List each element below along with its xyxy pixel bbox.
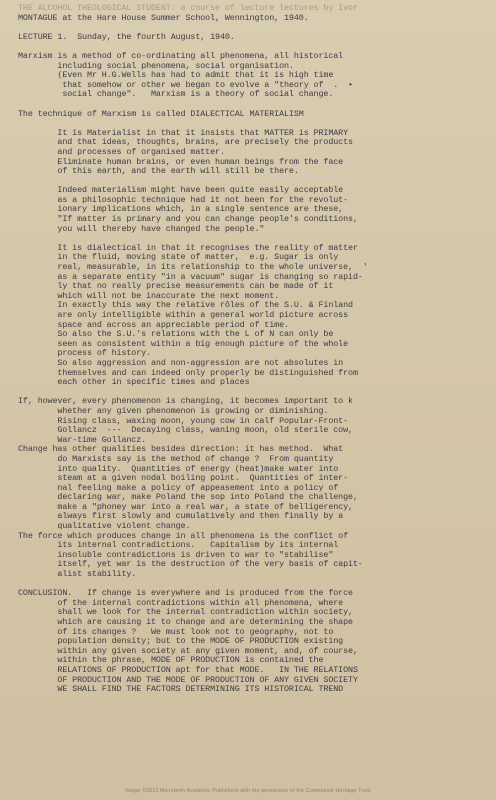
text-line: of this earth, and the earth will still be there. — [18, 167, 299, 177]
text-line: The technique of Marxism is called DIALECTICAL MATERIALISM — [18, 109, 304, 119]
text-line: Rising class, waxing moon, young cow in calf Popular-Front- — [18, 416, 349, 426]
text-line: as a separate entity "in a vacuum" sugar is changing so rapid- — [18, 272, 363, 282]
text-line: in the fluid, moving state of matter, e.g. Sugar is only — [18, 253, 339, 263]
text-line: as a philosophic technique had it not been for the revolut- — [18, 195, 349, 205]
blank-line — [18, 580, 488, 590]
text-line: shall we look for the internal contradiction within society, — [18, 608, 353, 618]
text-line: (Even Mr H.G.Wells has had to admit that it is high time — [18, 71, 334, 81]
text-line: "If matter is primary and you can change people's conditions, — [18, 215, 358, 225]
text-line: into quality. Quantities of energy (heat)make water into — [18, 464, 339, 474]
text-line: Change has other qualities besides direction: it has method. What — [18, 445, 344, 455]
text-line: OF PRODUCTION AND THE MODE OF PRODUCTION OF ANY GIVEN SOCIETY — [18, 675, 358, 685]
text-line: CONCLUSION. If change is everywhere and is produced from the force — [18, 589, 353, 599]
text-line: always first slowly and cumulatively and then finally by a — [18, 512, 344, 522]
text-line: It is dialectical in that it recognises the reality of matter — [18, 243, 358, 253]
text-line: So also aggression and non-aggression are not absolutes in — [18, 358, 344, 368]
text-line: that somehow or other we began to evolve a "theory of . • — [18, 80, 353, 90]
text-line: alist stability. — [18, 570, 137, 580]
text-line: within any given society at any given moment, and, of course, — [18, 646, 358, 656]
text-line: of its changes ? We must look not to geography, not to — [18, 627, 334, 637]
copyright-footer: Image ©2012 Microform Academic Publishers with the permission of the Communist Heritage Trust — [125, 788, 371, 794]
text-line: insoluble contradictions is driven to war to "stabilise" — [18, 550, 334, 560]
text-line: each other in specific times and places — [18, 378, 250, 388]
text-line: and processes of organised matter. — [18, 147, 225, 157]
blank-line — [18, 23, 488, 33]
text-line: themselves and can indeed only properly be distinguished from — [18, 368, 358, 378]
text-line: In exactly this way the relative rôles of the S.U. & Finland — [18, 301, 353, 311]
text-line: social change". Marxism is a theory of social change. — [18, 90, 334, 100]
text-line: which are causing it to change and are determining the shape — [18, 618, 353, 627]
blank-line — [18, 100, 488, 110]
text-line: nal feeling make a policy of appeasement into a policy of — [18, 483, 339, 493]
text-line: ly that no really precise measurements can be made of it — [18, 282, 334, 292]
blank-line — [18, 119, 488, 129]
text-line: its internal contradictions. Capitalism by its internal — [18, 541, 339, 551]
text-line: WE SHALL FIND THE FACTORS DETERMINING ITS HISTORICAL TREND — [18, 685, 344, 695]
text-line: space and across an appreciable period of time. — [18, 320, 289, 330]
text-line: Indeed materialism might have been quite easily acceptable — [18, 186, 344, 196]
text-line: So also the S.U.'s relations with the L of N can only be — [18, 330, 334, 340]
text-line: do Marxists say is the method of change ? From quantity — [18, 454, 334, 464]
text-line: MONTAGUE at the Hare House Summer School, Wennington, 1940. — [18, 13, 309, 23]
text-line: whether any given phenomenon is growing or diminishing. — [18, 406, 329, 416]
text-line: within the phrase, MODE OF PRODUCTION is contained the — [18, 656, 324, 666]
blank-line — [18, 388, 488, 398]
text-line: THE ALCOHOL THEOLOGICAL STUDENT: a course of lecture lectures by Ivor — [18, 4, 358, 13]
text-line: The force which produces change in all phenomena is the conflict of — [18, 531, 349, 541]
blank-line — [18, 234, 488, 244]
text-line: process of history. — [18, 349, 151, 359]
text-line: real, measurable, in its relationship to the whole universe, ' — [18, 263, 368, 273]
text-line: including social phenomena, social organisation. — [18, 61, 294, 71]
text-line: ionary implications which, in a single sentence are these, — [18, 205, 344, 215]
text-line: qualitative violent change. — [18, 522, 191, 532]
text-line: RELATIONS OF PRODUCTION apt for that MODE. IN THE RELATIONS — [18, 665, 358, 675]
blank-line — [18, 177, 488, 187]
text-line: Gollancz --- Decaying class, waning moon, old sterile cow, — [18, 426, 353, 436]
text-line: which will not be inaccurate the next moment. — [18, 291, 280, 301]
text-line: It is Materialist in that it insists that MATTER is PRIMARY — [18, 128, 349, 138]
text-line: declaring war, make Poland the sop into Poland the challenge, — [18, 493, 358, 503]
typed-document — [18, 4, 488, 695]
text-line: If, however, every phenomenon is changing, it becomes important to k — [18, 397, 353, 407]
text-line: War-time Gollancz. — [18, 435, 147, 445]
text-line: population density; but to the MODE OF PRODUCTION existing — [18, 637, 344, 647]
text-line: Marxism is a method of co-ordinating all phenomena, all historical — [18, 51, 344, 61]
text-line: steam at a given nodal boiling point. Quantities of inter- — [18, 474, 349, 484]
text-line: and that ideas, thoughts, brains, are precisely the products — [18, 138, 353, 148]
blank-line — [18, 42, 488, 52]
text-line: are only intelligible within a general world picture across — [18, 311, 349, 320]
text-line: LECTURE 1. Sunday, the fourth August, 1940. — [18, 32, 235, 42]
text-line: make a "phoney war into a real war, a state of belligerency, — [18, 502, 353, 512]
text-line: Eliminate human brains, or even human beings from the face — [18, 157, 344, 167]
text-line: seen as consistent within a big enough picture of the whole — [18, 339, 349, 349]
text-line: of the internal contradictions within all phenomena, where — [18, 598, 344, 608]
text-line: you will thereby have changed the people." — [18, 224, 265, 234]
text-line: itself, yet war is the destruction of the very basis of capit- — [18, 560, 363, 570]
